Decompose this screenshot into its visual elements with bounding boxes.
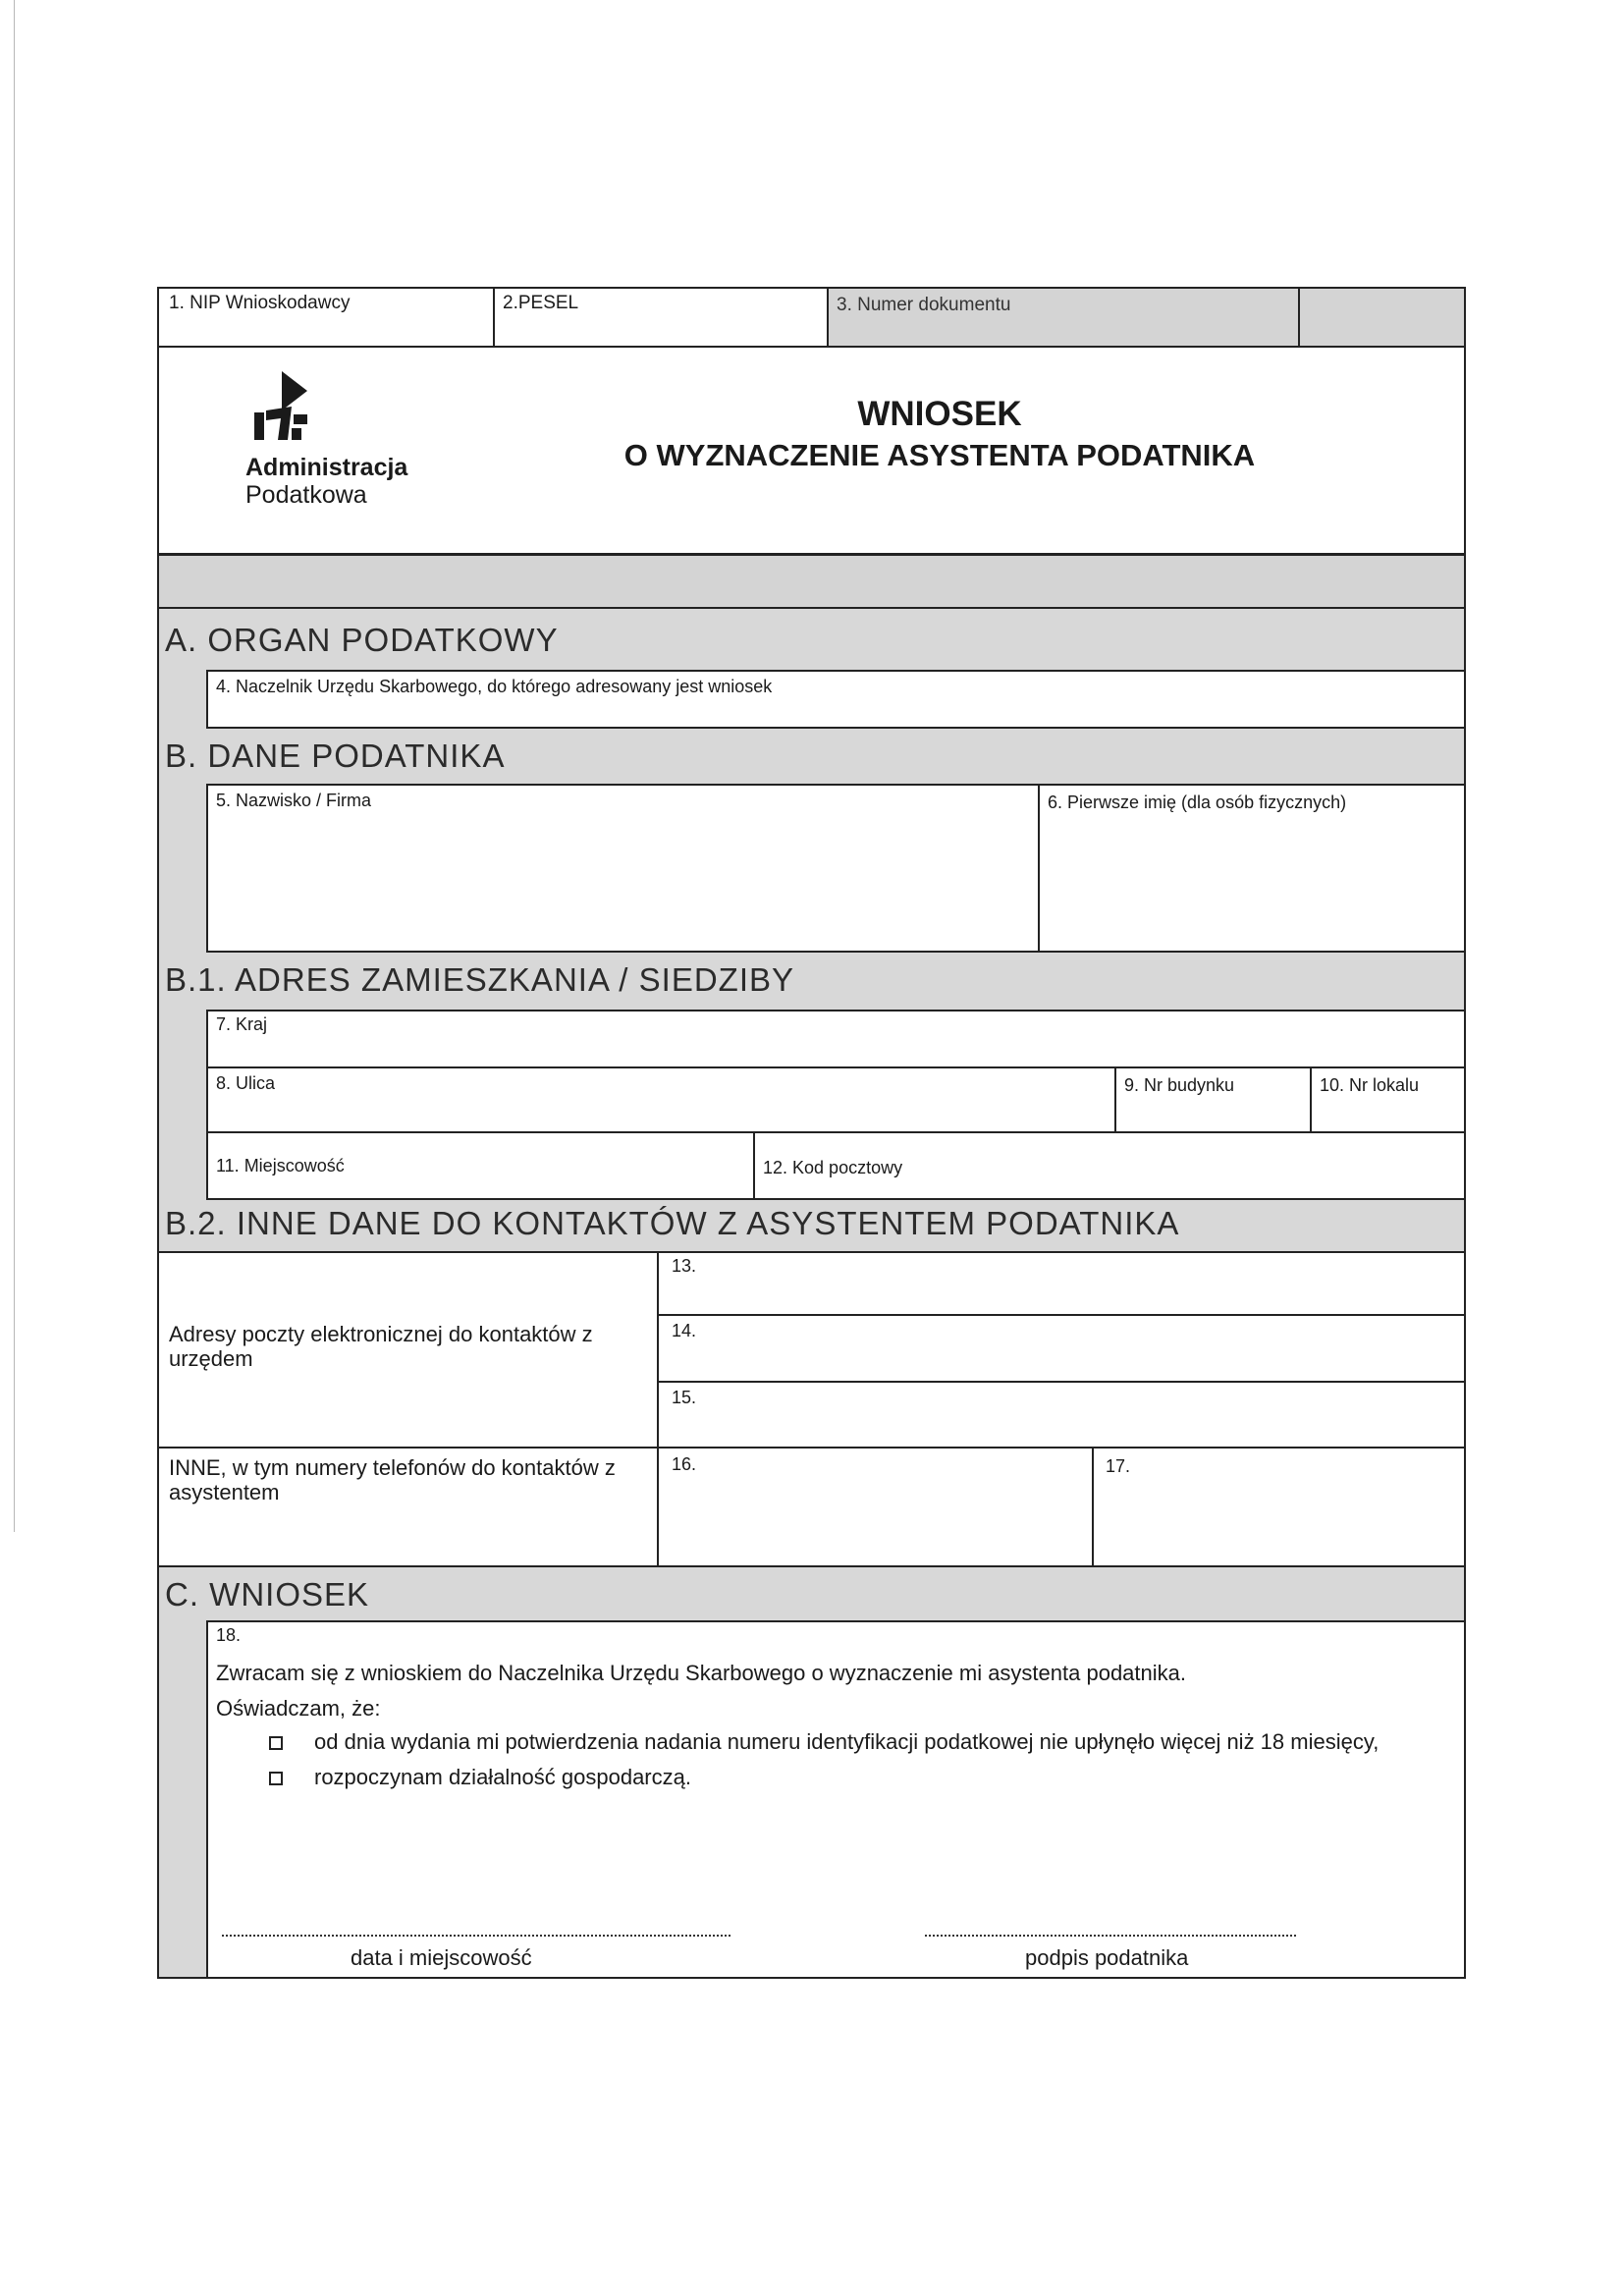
form-subtitle: O WYZNACZENIE ASYSTENTA PODATNIKA <box>623 438 1256 472</box>
application-form <box>157 287 1466 1981</box>
phone-input-1[interactable] <box>665 1477 1087 1561</box>
field-15-label: 15. <box>672 1388 697 1407</box>
apartment-number-input[interactable] <box>1315 1098 1462 1127</box>
field-11-label: 11. Miejscowość <box>216 1156 345 1175</box>
nip-input[interactable] <box>169 314 483 344</box>
email-contacts-label: Adresy poczty elektronicznej do kontaktów z urzędem <box>169 1322 593 1371</box>
section-a-heading: A. ORGAN PODATKOWY <box>165 622 559 658</box>
field-6-label: 6. Pierwsze imię (dla osób fizycznych) <box>1048 793 1347 812</box>
signature-label: podpis podatnika <box>1025 1945 1189 1970</box>
divider <box>1092 1447 1094 1565</box>
request-box <box>206 1620 1466 1979</box>
nip-label: 1. NIP Wnioskodawcy <box>169 293 351 313</box>
phone-input-2[interactable] <box>1100 1477 1460 1561</box>
email-input-2[interactable] <box>665 1343 1460 1377</box>
request-text: Zwracam się z wnioskiem do Naczelnika Urzędu Skarbowego o wyznaczenie mi asystenta podatnika. <box>216 1661 1187 1685</box>
email-input-1[interactable] <box>665 1277 1460 1310</box>
divider <box>1114 1068 1116 1131</box>
signature-line[interactable] <box>925 1935 1296 1937</box>
logo-text-line1: Administracja <box>245 454 408 481</box>
divider <box>753 1133 755 1198</box>
email-input-3[interactable] <box>665 1410 1460 1444</box>
form-title: WNIOSEK <box>857 395 1022 433</box>
field-16-label: 16. <box>672 1454 697 1474</box>
tax-administration-logo-icon <box>252 367 319 450</box>
option-2-text: rozpoczynam działalność gospodarczą. <box>314 1765 691 1789</box>
declaration-intro: Oświadczam, że: <box>216 1696 381 1721</box>
field-17-label: 17. <box>1106 1456 1131 1476</box>
option-1-checkbox[interactable] <box>269 1736 283 1750</box>
field-5-6-box <box>206 784 1466 953</box>
section-b-heading: B. DANE PODATNIKA <box>165 738 506 774</box>
field-18-label: 18. <box>216 1625 242 1645</box>
option-2-checkbox[interactable] <box>269 1772 283 1785</box>
section-b2-heading: B.2. INNE DANE DO KONTAKTÓW Z ASYSTENTEM PODATNIKA <box>165 1205 1180 1241</box>
title-block <box>157 346 1466 555</box>
city-input[interactable] <box>212 1137 748 1194</box>
field-4-label: 4. Naczelnik Urzędu Skarbowego, do którego adresowany jest wniosek <box>216 677 773 696</box>
field-13-label: 13. <box>672 1256 697 1276</box>
divider <box>657 1381 1464 1383</box>
contact-data-box <box>157 1251 1466 1567</box>
field-9-label: 9. Nr budynku <box>1124 1075 1235 1095</box>
scan-edge-line <box>14 0 15 1532</box>
divider <box>657 1253 659 1565</box>
field-7-box[interactable] <box>206 1010 1466 1068</box>
section-b1-heading: B.1. ADRES ZAMIESZKANIA / SIEDZIBY <box>165 961 795 998</box>
identifier-row <box>157 287 1466 348</box>
date-place-label: data i miejscowość <box>351 1945 532 1970</box>
field-5-label: 5. Nazwisko / Firma <box>216 791 372 810</box>
date-place-line[interactable] <box>222 1935 730 1937</box>
postal-code-input[interactable] <box>760 1137 1462 1194</box>
field-8-10-box <box>206 1066 1466 1133</box>
pesel-label: 2.PESEL <box>503 293 579 313</box>
field-7-label: 7. Kraj <box>216 1014 268 1034</box>
field-10-label: 10. Nr lokalu <box>1320 1075 1420 1095</box>
divider <box>159 1447 1464 1449</box>
field-8-label: 8. Ulica <box>216 1073 276 1093</box>
doc-number-label: 3. Numer dokumentu <box>837 295 1011 315</box>
field-12-label: 12. Kod pocztowy <box>763 1158 903 1177</box>
phone-contacts-label: INNE, w tym numery telefonów do kontaktów z asystentem <box>169 1455 616 1504</box>
street-input[interactable] <box>212 1098 1110 1127</box>
building-number-input[interactable] <box>1119 1098 1306 1127</box>
divider <box>657 1314 1464 1316</box>
field-4-box[interactable] <box>206 670 1466 729</box>
divider <box>1298 289 1300 346</box>
shaded-band <box>157 554 1466 609</box>
divider <box>1038 786 1040 951</box>
option-1-text: od dnia wydania mi potwierdzenia nadania numeru identyfikacji podatkowej nie upłynęło więcej niż 18 miesięcy, <box>314 1729 1380 1754</box>
divider <box>827 289 829 346</box>
pesel-input[interactable] <box>503 314 817 344</box>
logo-text-line2: Podatkowa <box>245 481 367 509</box>
section-c-heading: C. WNIOSEK <box>165 1576 370 1613</box>
field-14-label: 14. <box>672 1321 697 1340</box>
divider <box>1310 1068 1312 1131</box>
first-name-input[interactable] <box>1045 815 1462 947</box>
field-11-12-box <box>206 1131 1466 1200</box>
surname-input[interactable] <box>212 815 1033 947</box>
divider <box>493 289 495 346</box>
